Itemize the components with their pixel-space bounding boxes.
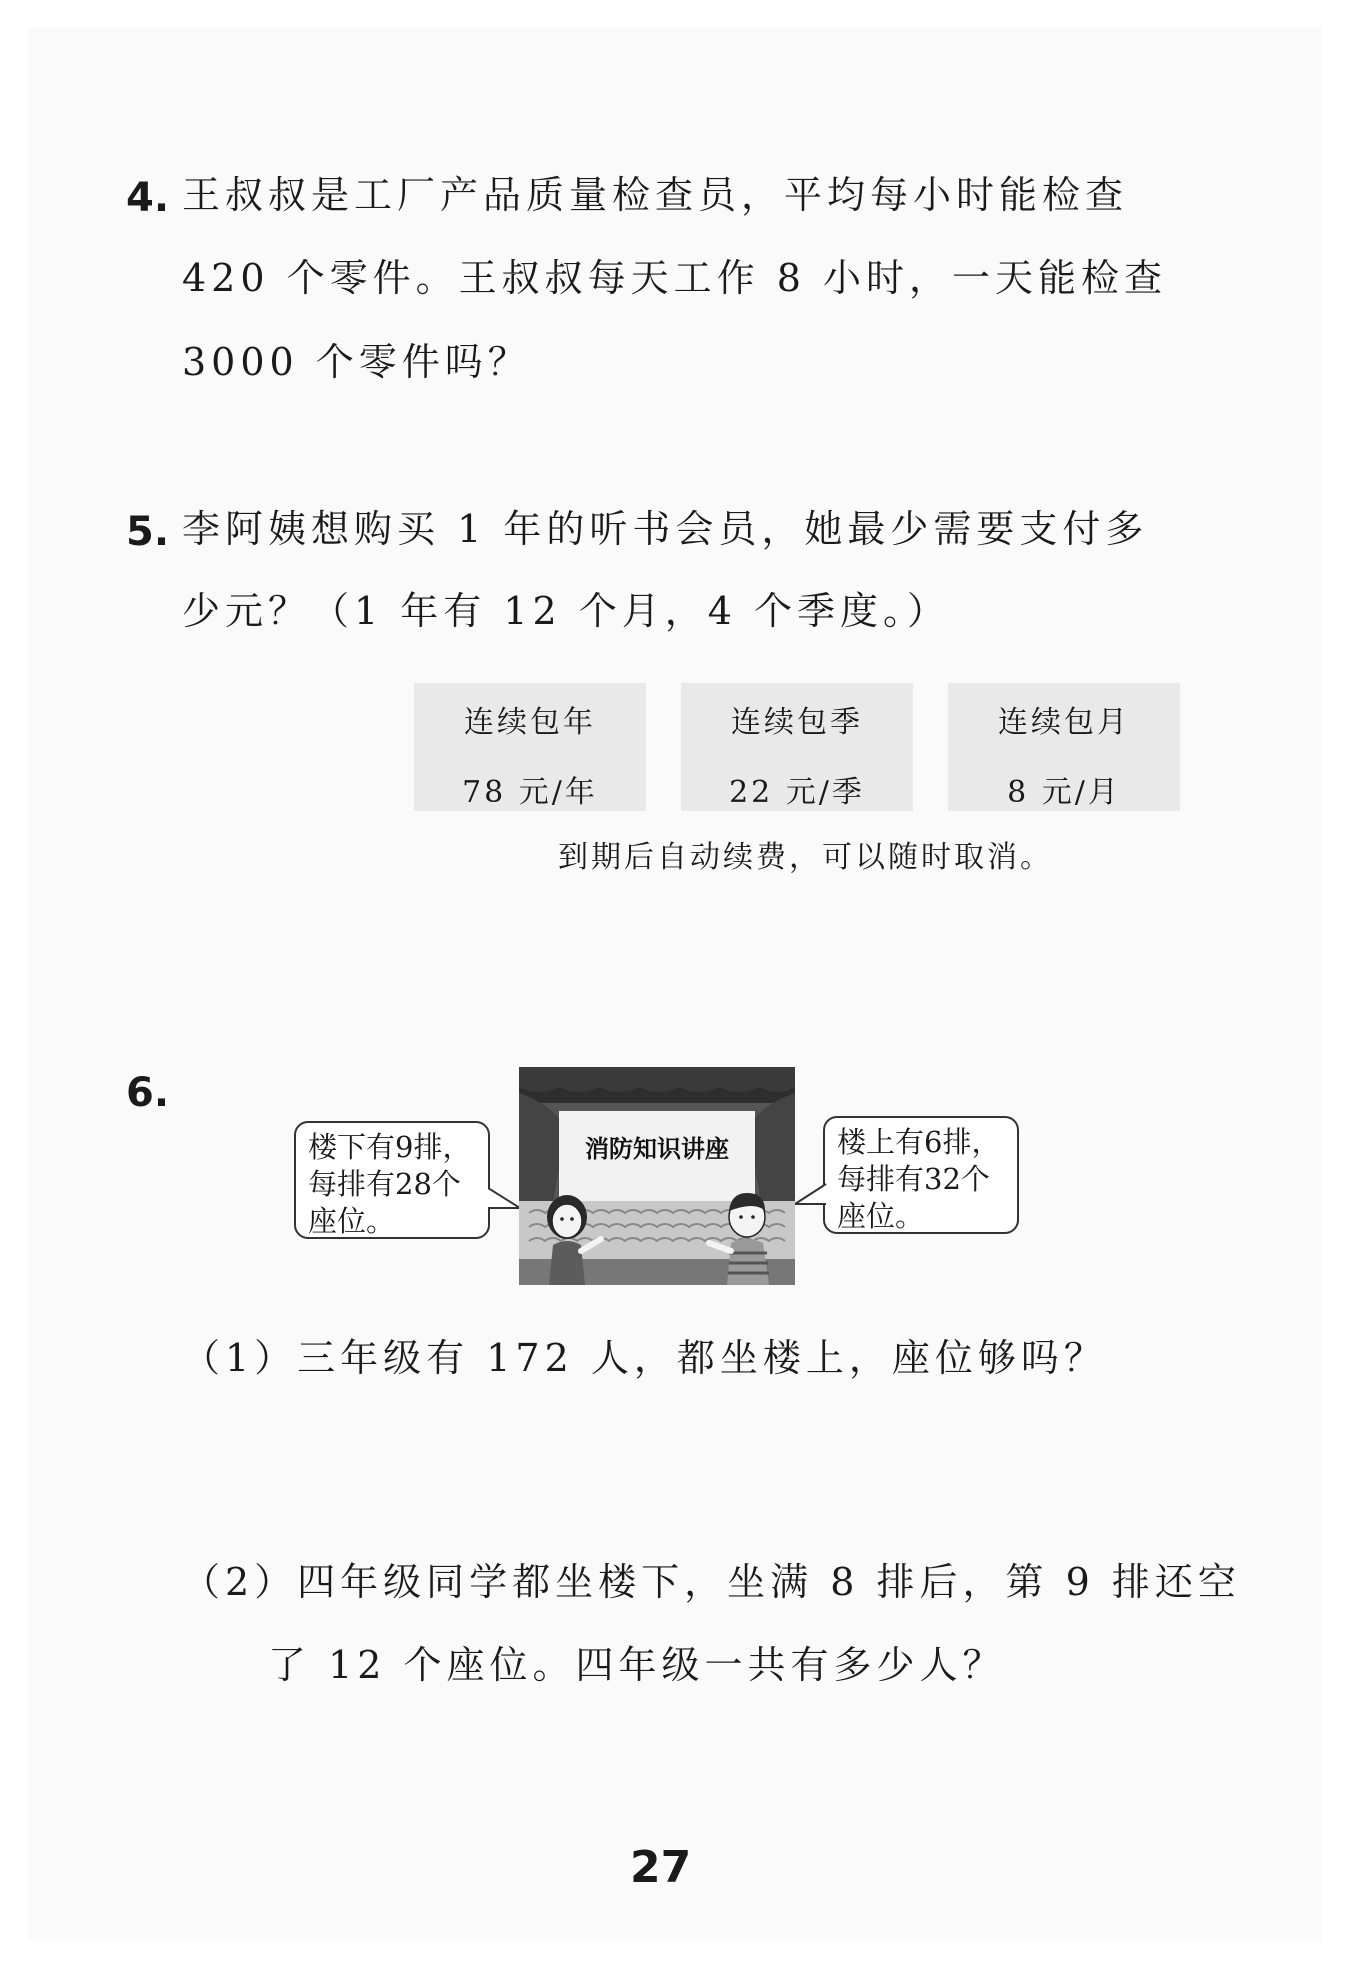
left-bubble-line-1: 楼下有9排， — [308, 1130, 472, 1164]
left-bubble-line-2: 每排有28个 — [308, 1167, 461, 1201]
plan-monthly-price: 8 元/月 — [1007, 775, 1121, 810]
question-6-sub-1: （1）三年级有 172 人，都坐楼上，座位够吗？ — [182, 1336, 1107, 1380]
stage-banner-text: 消防知识讲座 — [585, 1135, 729, 1163]
plan-quarterly-card — [681, 683, 913, 811]
plan-monthly-name: 连续包月 — [998, 705, 1130, 740]
question-4-line-2: 420 个零件。王叔叔每天工作 8 小时，一天能检查 — [182, 256, 1167, 300]
right-bubble-line-3: 座位。 — [837, 1199, 925, 1233]
question-5-line-1: 李阿姨想购买 1 年的听书会员，她最少需要支付多 — [182, 507, 1149, 551]
plan-yearly-card — [414, 683, 646, 811]
right-bubble-line-2: 每排有32个 — [837, 1162, 990, 1196]
left-bubble-tail — [488, 1186, 522, 1216]
question-5-number: 5. — [126, 509, 170, 555]
question-6-number: 6. — [126, 1070, 170, 1116]
plan-quarterly-name: 连续包季 — [731, 705, 863, 740]
right-bubble-tail — [795, 1182, 827, 1210]
right-speech-bubble — [823, 1116, 1019, 1234]
left-speech-bubble — [294, 1121, 490, 1239]
question-6-sub-2-line-2: 了 12 个座位。四年级一共有多少人？ — [268, 1643, 1006, 1687]
question-6-sub-2-line-1: （2）四年级同学都坐楼下，坐满 8 排后，第 9 排还空 — [182, 1560, 1241, 1604]
plan-monthly-card — [948, 683, 1180, 811]
lecture-hall-illustration — [519, 1067, 795, 1285]
plan-yearly-price: 78 元/年 — [462, 775, 598, 810]
question-4-number: 4. — [126, 175, 170, 221]
question-4-line-3: 3000 个零件吗？ — [182, 340, 531, 384]
right-bubble-line-1: 楼上有6排， — [837, 1125, 1001, 1159]
left-bubble-line-3: 座位。 — [308, 1204, 396, 1238]
question-4-line-1: 王叔叔是工厂产品质量检查员，平均每小时能检查 — [182, 173, 1129, 217]
plan-quarterly-price: 22 元/季 — [729, 775, 865, 810]
auto-renew-note: 到期后自动续费，可以随时取消。 — [558, 840, 1053, 875]
page-number: 27 — [630, 1842, 692, 1893]
question-5-line-2: 少元？（1 年有 12 个月，4 个季度。） — [182, 589, 951, 633]
plan-yearly-name: 连续包年 — [464, 705, 596, 740]
